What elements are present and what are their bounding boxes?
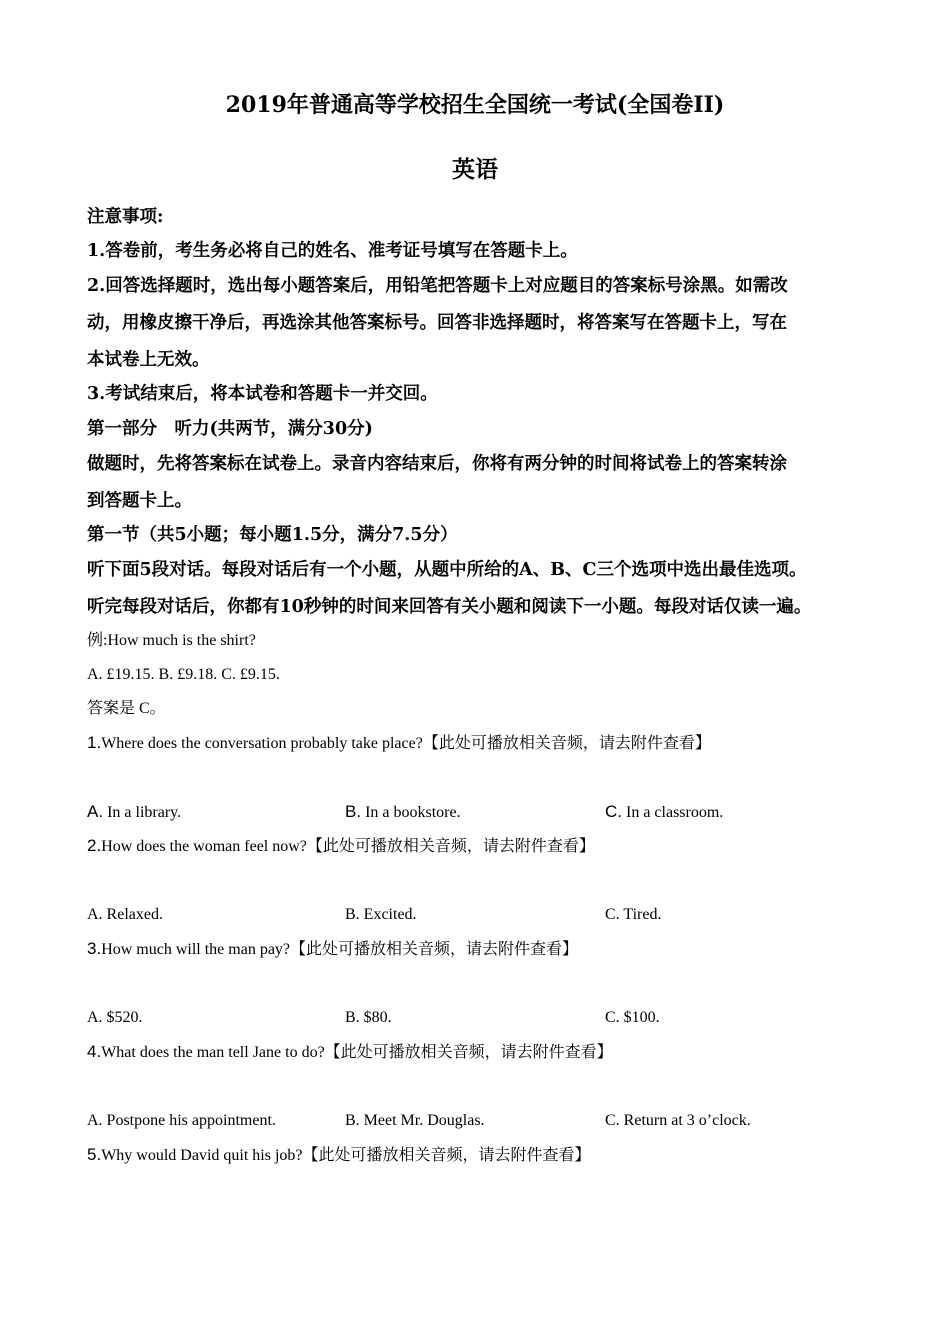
part1-intro-line-2: 到答题卡上。: [87, 491, 192, 511]
example-question: 例:How much is the shirt?: [87, 632, 256, 649]
question-text: How does the woman feel now?【此处可播放相关音频，请去附件查看】: [101, 838, 595, 855]
question-number: 4.: [87, 1042, 102, 1061]
question-1: [87, 731, 711, 756]
q3-option-b[interactable]: B. $80.: [345, 1009, 392, 1026]
notice-item-1: 1.答卷前，考生务必将自己的姓名、准考证号填写在答题卡上。: [87, 241, 578, 261]
q2-option-c[interactable]: C. Tired.: [605, 906, 662, 923]
q3-option-a[interactable]: A. $520.: [87, 1009, 143, 1026]
q2-option-b[interactable]: B. Excited.: [345, 906, 417, 923]
notice-item-2-line-1: 2.回答选择题时，选出每小题答案后，用铅笔把答题卡上对应题目的答案标号涂黑。如需改: [87, 276, 788, 296]
example-answer: 答案是 C。: [87, 700, 166, 717]
section1-directions-line-1: 听下面5段对话。每段对话后有一个小题，从题中所给的A、B、C三个选项中选出最佳选项。: [87, 560, 807, 580]
notice-heading: 注意事项:: [87, 207, 164, 227]
option-text: In a bookstore.: [361, 804, 461, 821]
notice-item-2-line-2: 动，用橡皮擦干净后，再选涂其他答案标号。回答非选择题时，将答案写在答题卡上，写在: [87, 313, 787, 333]
option-letter: A.: [87, 802, 104, 821]
q2-option-a[interactable]: A. Relaxed.: [87, 906, 163, 923]
question-number: 5.: [87, 1145, 102, 1164]
option-letter: B.: [345, 802, 362, 821]
question-text: Where does the conversation probably take place?【此处可播放相关音频，请去附件查看】: [101, 735, 711, 752]
q4-option-c[interactable]: C. Return at 3 o’clock.: [605, 1112, 751, 1129]
part1-intro-line-1: 做题时，先将答案标在试卷上。录音内容结束后，你将有两分钟的时间将试卷上的答案转涂: [87, 454, 787, 474]
question-number: 3.: [87, 939, 102, 958]
part1-heading: 第一部分 听力(共两节，满分30分): [87, 419, 373, 439]
question-number: 2.: [87, 836, 102, 855]
question-number: 1.: [87, 733, 102, 752]
question-text: What does the man tell Jane to do?【此处可播放相关音频，请去附件查看】: [101, 1044, 613, 1061]
section1-heading: 第一节（共5小题；每小题1.5分，满分7.5分）: [87, 525, 458, 545]
option-letter: C.: [605, 802, 622, 821]
section1-directions-line-2: 听完每段对话后，你都有10秒钟的时间来回答有关小题和阅读下一小题。每段对话仅读一遍。: [87, 597, 812, 617]
q4-option-a[interactable]: A. Postpone his appointment.: [87, 1112, 276, 1129]
notice-item-2-line-3: 本试卷上无效。: [87, 350, 210, 370]
q1-option-c[interactable]: [605, 800, 723, 825]
q4-option-b[interactable]: B. Meet Mr. Douglas.: [345, 1112, 485, 1129]
question-2: [87, 834, 595, 859]
notice-item-3: 3.考试结束后，将本试卷和答题卡一并交回。: [87, 384, 438, 404]
question-text: How much will the man pay?【此处可播放相关音频，请去附件查看】: [101, 941, 579, 958]
exam-title: 2019年普通高等学校招生全国统一考试(全国卷II): [225, 92, 725, 118]
question-3: [87, 937, 578, 962]
question-text: Why would David quit his job?【此处可播放相关音频，请去附件查看】: [101, 1147, 591, 1164]
q1-option-a[interactable]: [87, 800, 181, 825]
q3-option-c[interactable]: C. $100.: [605, 1009, 660, 1026]
option-text: In a library.: [103, 804, 182, 821]
question-5: [87, 1143, 591, 1168]
example-options: A. £19.15. B. £9.18. C. £9.15.: [87, 666, 280, 683]
q1-option-b[interactable]: [345, 800, 461, 825]
option-text: In a classroom.: [622, 804, 724, 821]
question-4: [87, 1040, 613, 1065]
subject-title: 英语: [452, 156, 498, 183]
